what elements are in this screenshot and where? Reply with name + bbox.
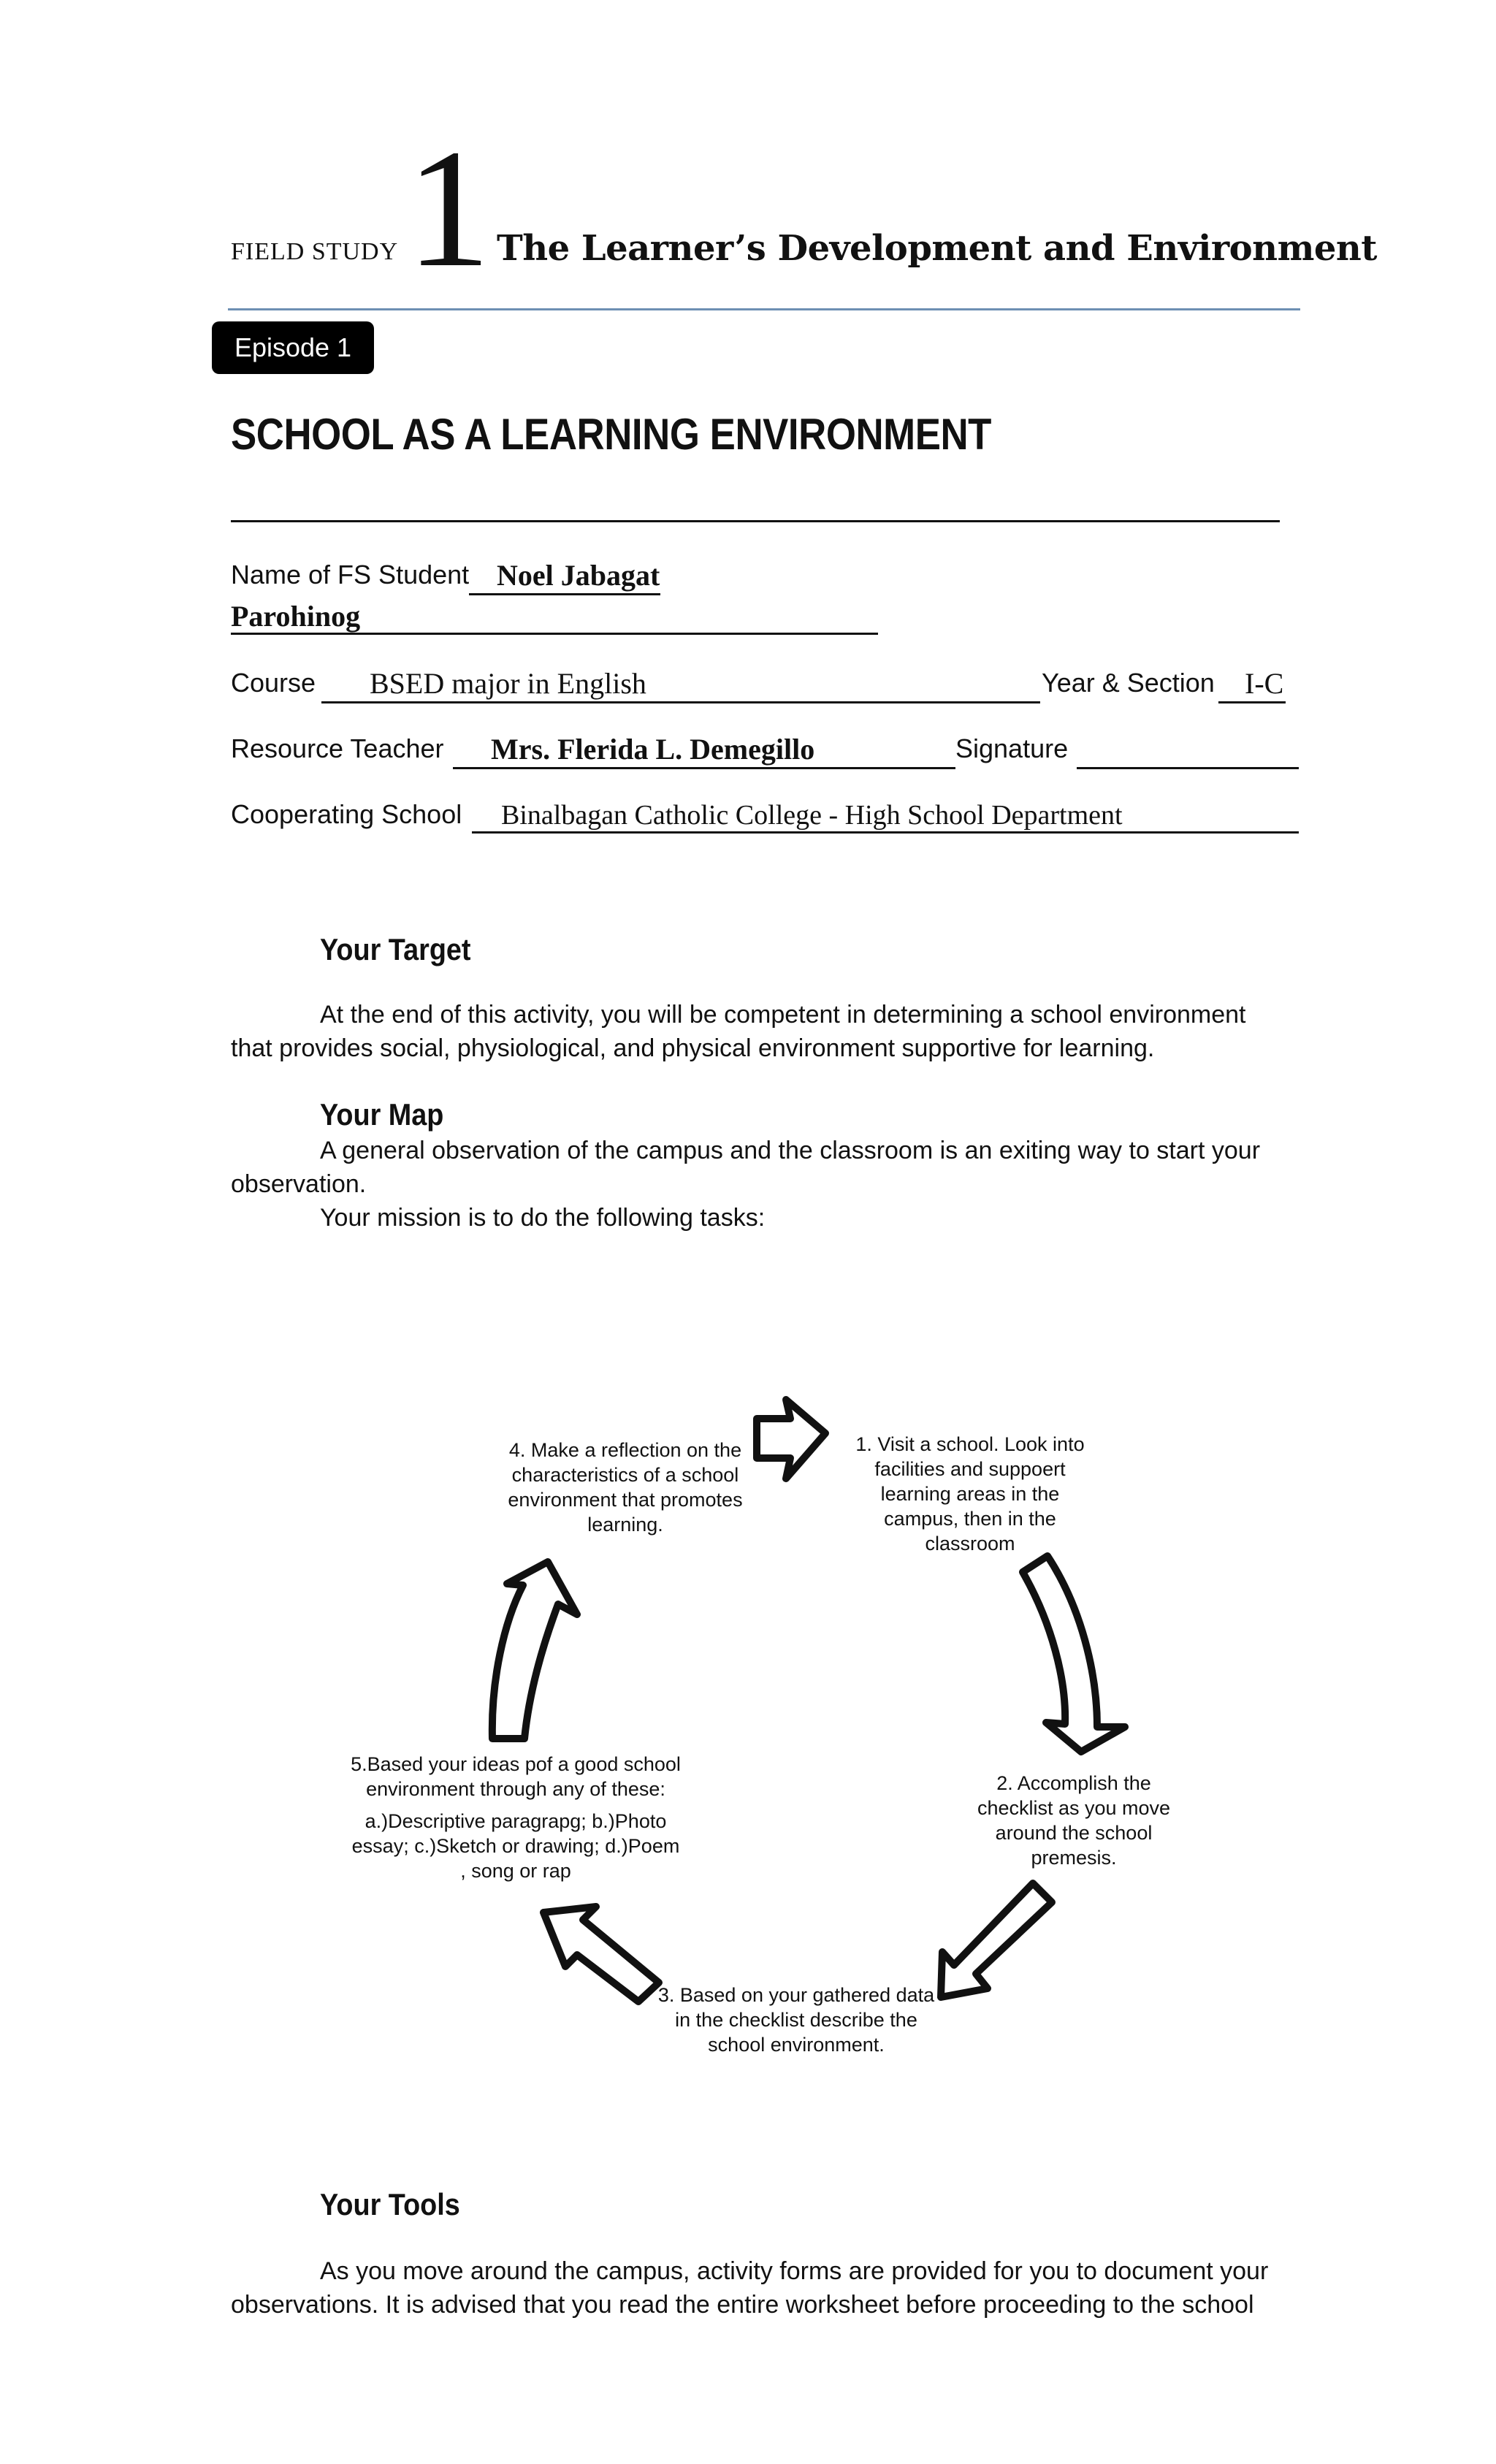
cycle-step-3: 3. Based on your gathered data in the checklist describe the school environment. — [657, 1984, 935, 2056]
student-name-value: Noel Jabagat — [497, 559, 660, 592]
resource-teacher-value: Mrs. Flerida L. Demegillo — [491, 733, 815, 766]
course-value: BSED major in English — [370, 667, 646, 700]
signature-label: Signature — [955, 733, 1069, 763]
cycle-step-4: 4. Make a reflection on the characteristics of a school environment that promotes learning. — [508, 1439, 743, 1536]
your-map-heading: Your Map — [320, 1097, 444, 1132]
your-target-text-1: At the end of this activity, you will be competent in determining a school environment — [320, 1001, 1246, 1029]
arrow-right-icon — [757, 1400, 825, 1479]
your-tools-heading: Your Tools — [320, 2187, 460, 2221]
cycle-step-5: 5.Based your ideas pof a good school environment through any of these: a.)Descriptive paragrapg; b.)Photo essay; c.)Sketch or drawing; d.)Poem , song or rap — [351, 1753, 681, 1882]
field-study-label: FIELD STUDY — [231, 238, 399, 265]
subject-title: The Learner’s Development and Environment — [497, 228, 1377, 269]
your-tools-text-2: observations. It is advised that you read the entire worksheet before proceeding to the school — [231, 2291, 1254, 2319]
field-study-number: 1 — [406, 115, 491, 302]
student-name-value-cont: Parohinog — [231, 600, 361, 633]
arrow-up-curved-icon — [492, 1562, 577, 1739]
cycle-step-1: 1. Visit a school. Look into facilities and suppoert learning areas in the campus, then in the classroom — [855, 1433, 1085, 1555]
your-map-text-2: observation. — [231, 1170, 367, 1198]
resource-teacher-label: Resource Teacher — [231, 733, 444, 763]
your-map-text-3: Your mission is to do the following tasks: — [320, 1204, 766, 1232]
cooperating-school-value: Binalbagan Catholic College - High School Department — [501, 800, 1123, 831]
your-map-text-1: A general observation of the campus and the classroom is an exiting way to start your — [320, 1137, 1261, 1164]
course-label: Course — [231, 668, 316, 698]
cooperating-school-label: Cooperating School — [231, 799, 462, 829]
arrow-down-curved-icon — [1023, 1556, 1125, 1752]
cycle-step-2: 2. Accomplish the checklist as you move around the school premesis. — [977, 1772, 1171, 1869]
your-target-heading: Your Target — [320, 932, 471, 966]
page-title: SCHOOL AS A LEARNING ENVIRONMENT — [231, 410, 991, 459]
year-section-value: I-C — [1245, 667, 1284, 700]
year-section-label: Year & Section — [1042, 668, 1215, 698]
episode-badge: Episode 1 — [212, 321, 374, 374]
your-tools-text-1: As you move around the campus, activity forms are provided for you to document your — [320, 2257, 1269, 2285]
student-name-label: Name of FS Student — [231, 560, 470, 590]
arrow-down-left-icon — [941, 1883, 1052, 1997]
your-target-text-2: that provides social, physiological, and physical environment supportive for learning. — [231, 1034, 1155, 1062]
